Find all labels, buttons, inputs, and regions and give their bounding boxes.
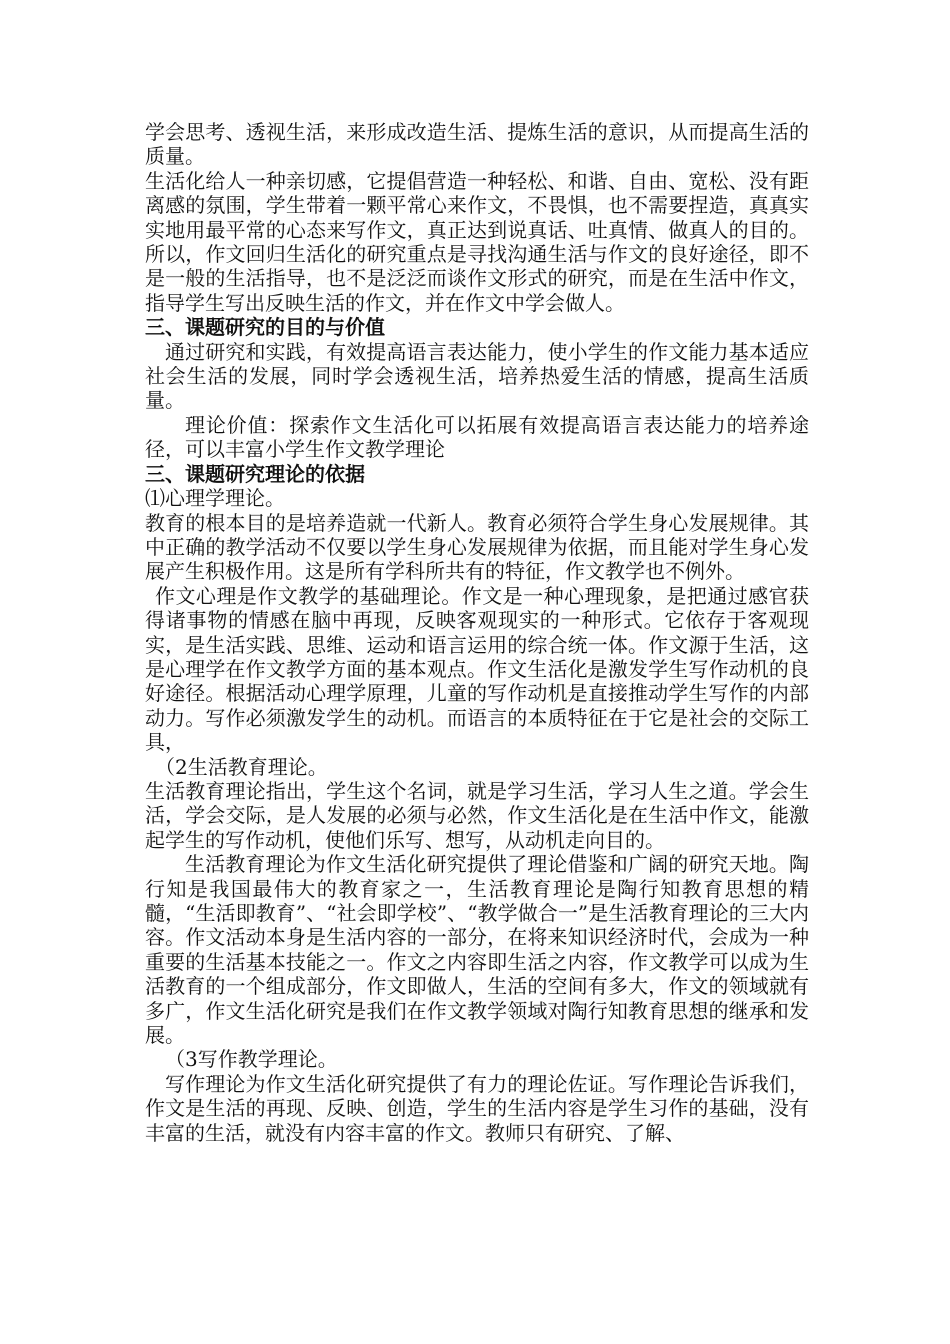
paragraph: 写作理论为作文生活化研究提供了有力的理论佐证。写作理论告诉我们，作文是生活的再现、反映、创造，学生的生活内容是学生习作的基础，没有丰富的生活，就没有内容丰富的作文。教师只有研究、了解、	[145, 1071, 809, 1145]
subheading: （3写作教学理论。	[165, 1047, 338, 1072]
document-page	[145, 120, 809, 1145]
paragraph: 生活教育理论为作文生活化研究提供了理论借鉴和广阔的研究天地。陶行知是我国最伟大的教育家之一，生活教育理论是陶行知教育思想的精髓，“生活即教育”、“社会即学校”、“教学做合一”是生活教育理论的三大内容。作文活动本身是生活内容的一部分，在将来知识经济时代，会成为一种重要的生活基本技能之一。作文之内容即生活之内容，作文教学可以成为生活教育的一个组成部分，作文即做人，生活的空间有多大，作文的领域就有多广，作文生活化研究是我们在作文教学领域对陶行知教育思想的继承和发展。	[145, 852, 809, 1048]
section-heading: 三、课题研究的目的与价值	[145, 315, 385, 340]
paragraph: 理论价值：探索作文生活化可以拓展有效提高语言表达能力的培养途径，可以丰富小学生作文教学理论	[145, 412, 809, 462]
paragraph: 通过研究和实践，有效提高语言表达能力，使小学生的作文能力基本适应社会生活的发展，同时学会透视生活，培养热爱生活的情感，提高生活质量。	[145, 339, 809, 413]
paragraph: 生活化给人一种亲切感，它提倡营造一种轻松、和谐、自由、宽松、没有距离感的氛围，学生带着一颗平常心来作文，不畏惧，也不需要捏造，真真实实地用最平常的心态来写作文，真正达到说真话、吐真情、做真人的目的。所以，作文回归生活化的研究重点是寻找沟通生活与作文的良好途径，即不是一般的生活指导，也不是泛泛而谈作文形式的研究，而是在生活中作文，指导学生写出反映生活的作文，并在作文中学会做人。	[145, 168, 809, 315]
subheading: ⑴心理学理论。	[145, 486, 285, 511]
paragraph: 作文心理是作文教学的基础理论。作文是一种心理现象，是把通过感官获得诸事物的情感在脑中再现，反映客观现实的一种形式。它依存于客观现实，是生活实践、思维、运动和语言运用的综合统一体。作文源于生活，这是心理学在作文教学方面的基本观点。作文生活化是激发学生写作动机的良好途径。根据活动心理学原理，儿童的写作动机是直接推动学生写作的内部动力。写作必须激发学生的动机。而语言的本质特征在于它是社会的交际工具，	[145, 583, 809, 755]
section-heading: 三、课题研究理论的依据	[145, 461, 365, 486]
subheading: （2生活教育理论。	[155, 754, 328, 779]
paragraph: 学会思考、透视生活，来形成改造生活、提炼生活的意识，从而提高生活的质量。	[145, 120, 809, 169]
paragraph: 生活教育理论指出，学生这个名词，就是学习生活，学习人生之道。学会生活，学会交际，是人发展的必须与必然，作文生活化是在生活中作文，能激起学生的写作动机，使他们乐写、想写，从动机走向目的。	[145, 778, 809, 852]
paragraph: 教育的根本目的是培养造就一代新人。教育必须符合学生身心发展规律。其中正确的教学活动不仅要以学生身心发展规律为依据，而且能对学生身心发展产生积极作用。这是所有学科所共有的特征，作文教学也不例外。	[145, 510, 809, 584]
